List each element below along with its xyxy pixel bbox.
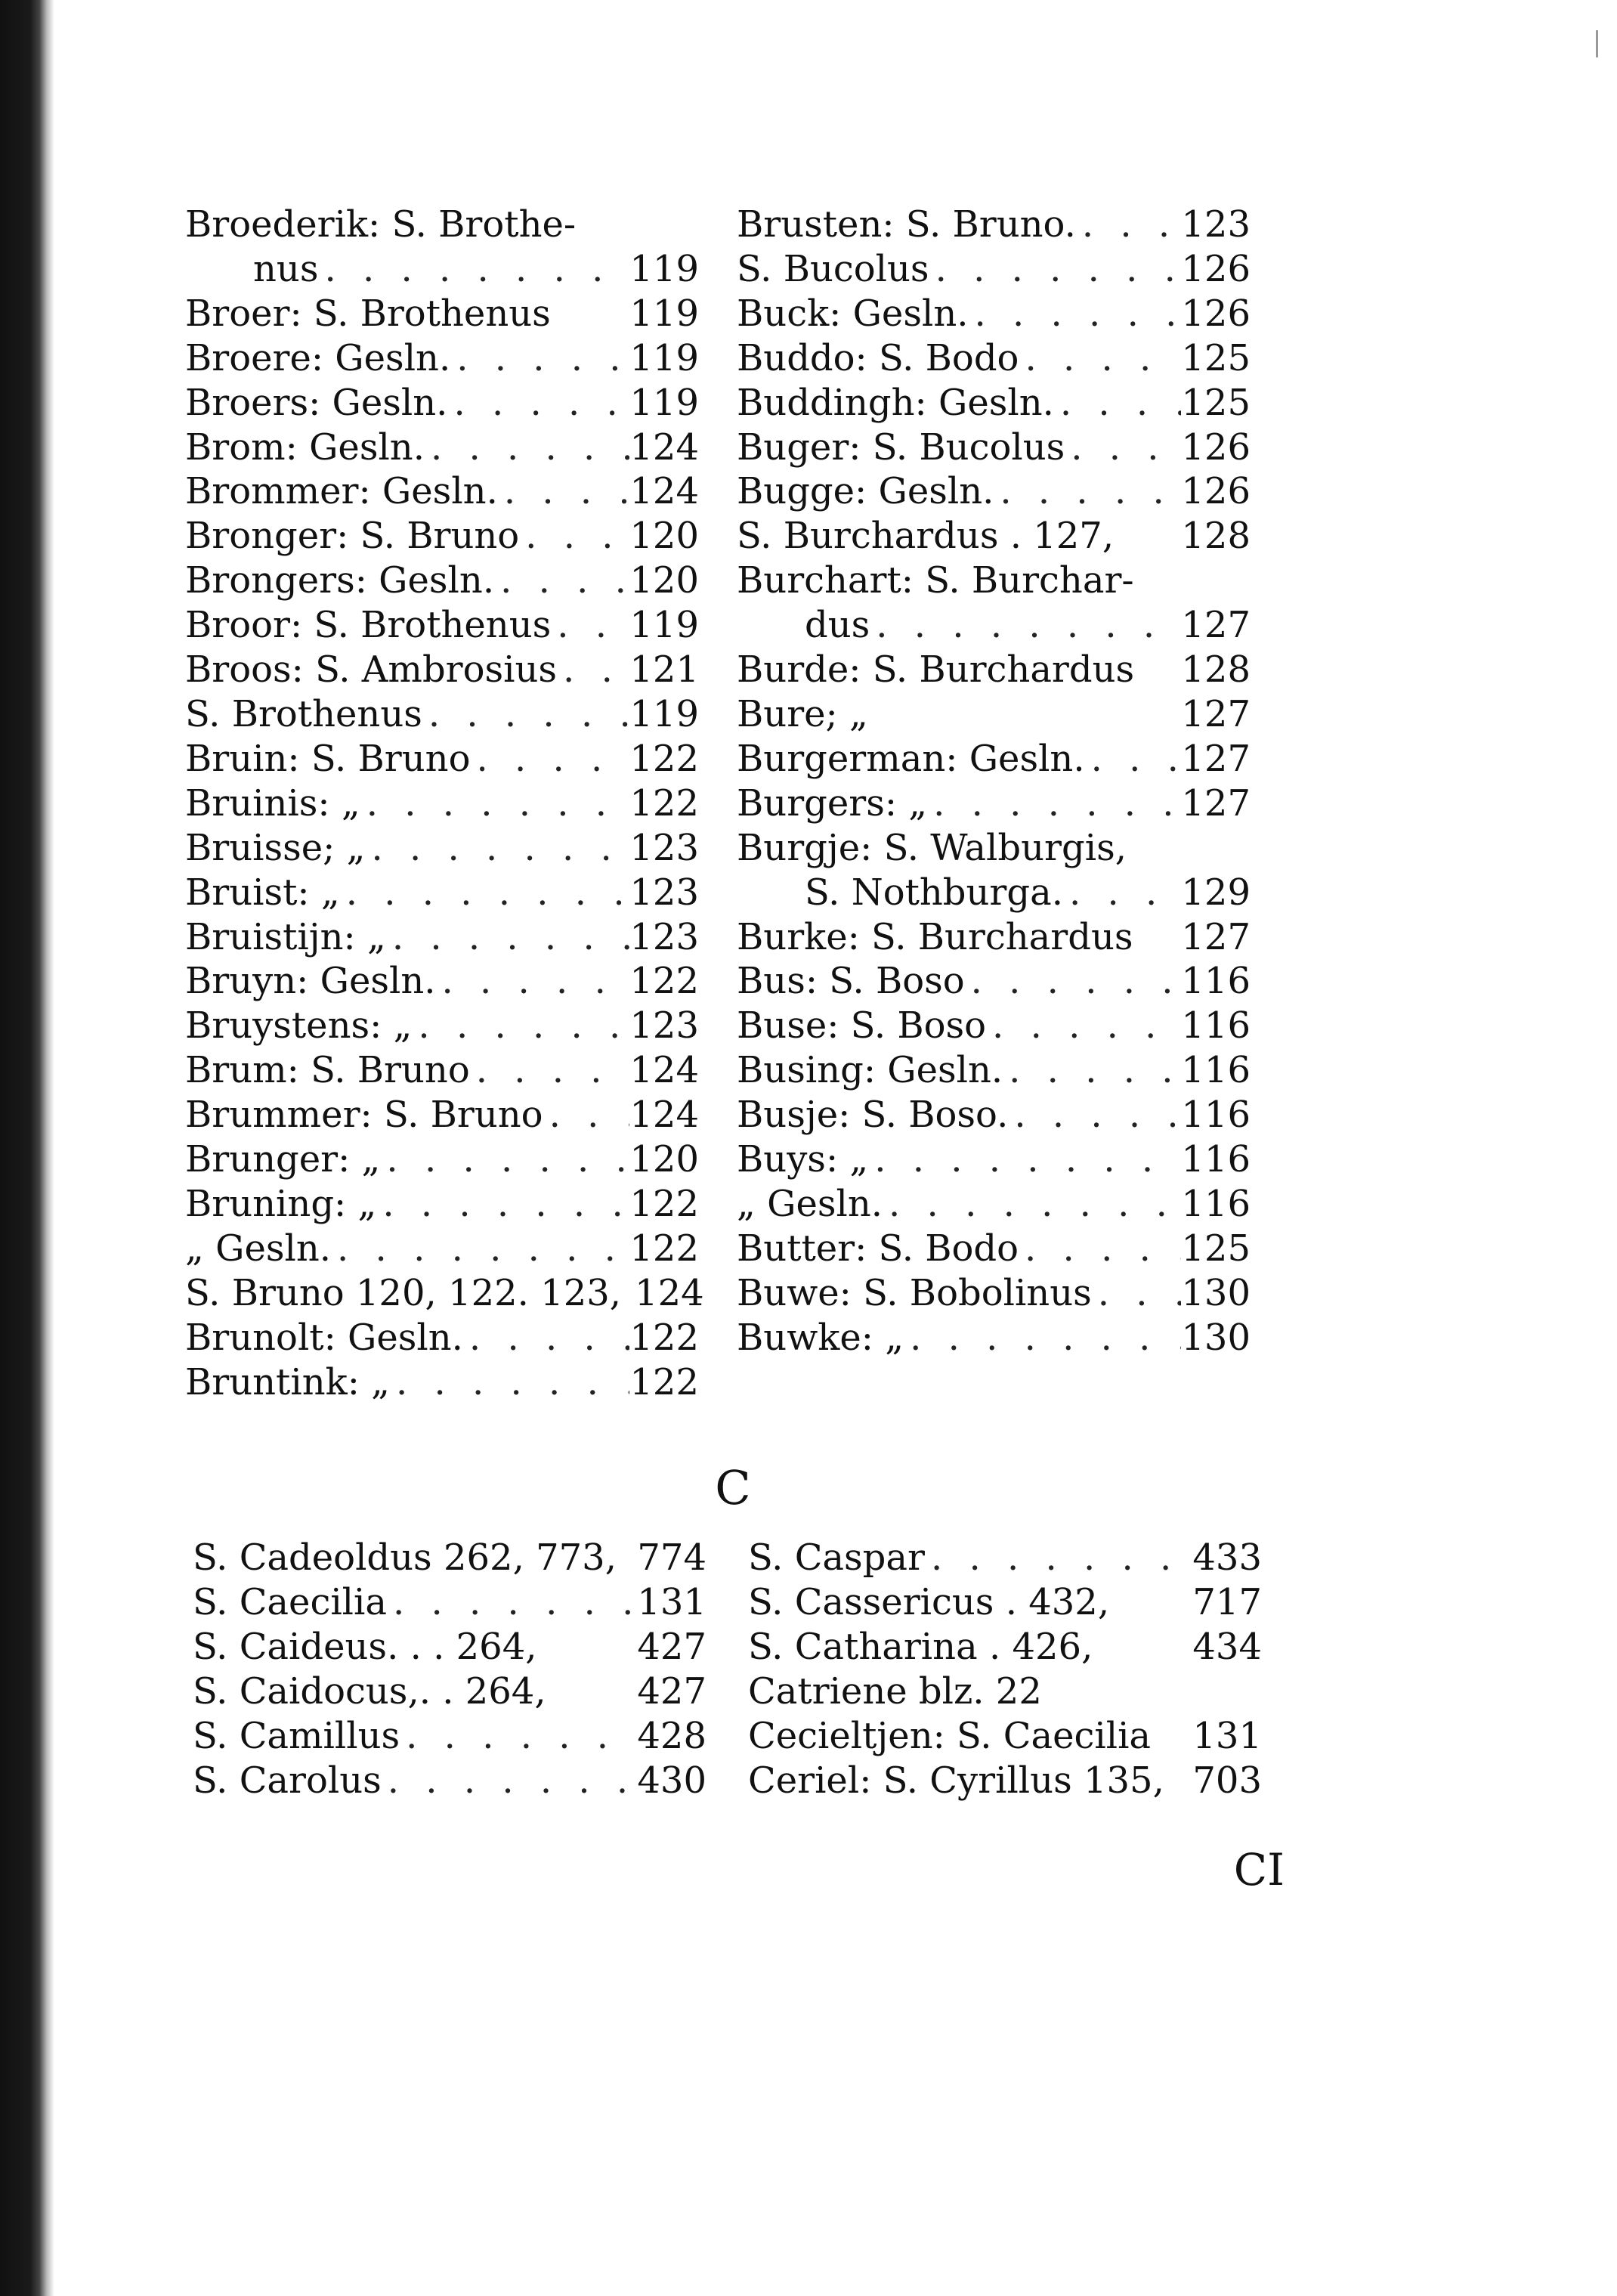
leader-dots (1008, 1093, 1181, 1137)
leader-dots (929, 247, 1182, 292)
page-reference: 120 (629, 1138, 699, 1181)
page-reference: 124 (629, 1094, 699, 1137)
index-entry (737, 737, 1251, 781)
leader-dots (494, 559, 629, 603)
entry-label: Buddingh: Gesln. (737, 381, 1054, 424)
leader-dots (387, 1580, 637, 1625)
page-reference: 433 (1192, 1536, 1262, 1579)
page-reference: 127 (1181, 604, 1251, 647)
index-entry (737, 1048, 1251, 1093)
leader-dots (436, 959, 630, 1004)
entry-label: Buddo: S. Bodo (737, 336, 1019, 379)
page-reference: 427 (637, 1669, 706, 1713)
page-reference: 434 (1192, 1625, 1262, 1668)
page-reference: 122 (629, 781, 699, 825)
index-entry (737, 871, 1251, 915)
leader-dots (386, 915, 630, 960)
entry-label: Bronger: S. Bruno (185, 515, 520, 558)
entry-label: Buse: S. Boso (737, 1004, 987, 1047)
entry-label: Bure; „ (737, 692, 868, 735)
index-entry (737, 648, 1251, 692)
entry-label: „ Gesln. (185, 1227, 332, 1270)
entry-label: Bruning: „ (185, 1182, 377, 1225)
index-entry (185, 1093, 699, 1137)
index-entry (193, 1714, 706, 1759)
entry-label: Brusten: S. Bruno. (737, 203, 1076, 246)
page-reference: 122 (629, 1182, 699, 1225)
index-entry (737, 425, 1251, 470)
entry-label: Buwe: S. Bobolinus (737, 1271, 1092, 1314)
index-entry (185, 425, 699, 470)
index-entry (193, 1669, 706, 1714)
leader-dots (450, 336, 629, 381)
entry-label: Broos: S. Ambrosius (185, 648, 558, 692)
leader-dots (447, 381, 629, 425)
index-entry (185, 826, 699, 871)
leader-dots (1065, 425, 1181, 470)
page-reference: 126 (1181, 247, 1251, 290)
page-reference: 116 (1181, 1049, 1251, 1092)
entry-label: S. Catharina . 426, (748, 1625, 1093, 1668)
page-reference: 125 (1181, 336, 1251, 379)
index-entry (737, 292, 1251, 336)
entry-label: Burgje: S. Walburgis, (737, 826, 1127, 869)
leader-dots (868, 1137, 1181, 1182)
page-reference: 125 (1181, 381, 1251, 424)
page-reference: 124 (635, 1271, 704, 1314)
page-reference: 430 (637, 1759, 706, 1802)
entry-label: S. Caecilia (193, 1580, 387, 1623)
entry-label: Butter: S. Bodo (737, 1227, 1019, 1270)
index-entry (185, 959, 699, 1004)
index-entry (748, 1759, 1262, 1803)
index-entry (185, 1360, 699, 1405)
entry-label: S. Caideus. . . 264, (193, 1625, 537, 1668)
index-entry (737, 1271, 1251, 1316)
entry-label: Broers: Gesln. (185, 381, 448, 424)
index-entry (193, 1536, 706, 1580)
leader-dots (340, 871, 630, 915)
index-entry (737, 1227, 1251, 1271)
index-entry (185, 292, 699, 336)
entry-label: Burgerman: Gesln. (737, 737, 1085, 780)
page-reference: 703 (1192, 1759, 1262, 1802)
index-entry (737, 469, 1251, 514)
entry-label: nus (253, 247, 319, 290)
leader-dots (1019, 336, 1181, 381)
index-entry (185, 737, 699, 781)
index-entry (185, 247, 699, 292)
page-reference: 127 (1181, 781, 1251, 825)
page-reference: 123 (629, 871, 699, 914)
page-reference: 127 (1181, 915, 1251, 958)
entry-label: S. Carolus (193, 1759, 382, 1802)
leader-dots (463, 1316, 629, 1360)
index-entry (737, 781, 1251, 826)
entry-label: Bruystens: „ (185, 1004, 413, 1047)
index-entry (193, 1625, 706, 1669)
index-entry (737, 381, 1251, 425)
entry-label: Brom: Gesln. (185, 425, 425, 469)
page-reference: 123 (629, 826, 699, 869)
entry-label: Bruin: S. Bruno (185, 737, 471, 780)
entry-label: Buger: S. Bucolus (737, 425, 1065, 469)
entry-label: Cecieltjen: S. Caecilia (748, 1714, 1152, 1757)
index-column-right (737, 203, 1251, 1360)
page-reference: 131 (637, 1580, 706, 1623)
index-entry (748, 1669, 1262, 1714)
index-entry (185, 692, 699, 737)
leader-dots (904, 1316, 1181, 1360)
leader-dots (969, 292, 1182, 336)
index-entry (737, 692, 1251, 737)
entry-label: S. Caidocus,. . 264, (193, 1669, 546, 1713)
page-reference: 131 (1192, 1714, 1262, 1757)
leader-dots (422, 692, 630, 737)
page-reference: 128 (1181, 648, 1251, 692)
index-column-left-c (193, 1536, 706, 1802)
entry-label: Bus: S. Boso (737, 960, 965, 1003)
page-reference: 120 (629, 559, 699, 602)
index-entry (185, 1048, 699, 1093)
entry-label: Burchart: S. Burchar- (737, 559, 1134, 602)
page-reference: 123 (629, 915, 699, 958)
leader-dots (360, 781, 630, 826)
entry-label: S. Cassericus . 432, (748, 1580, 1110, 1623)
entry-label: Bruisse; „ (185, 826, 366, 869)
index-entry (737, 959, 1251, 1004)
entry-label: Broederik: S. Brothe- (185, 203, 577, 246)
index-column-left (185, 203, 704, 1404)
margin-mark (1596, 30, 1598, 57)
entry-label: Catriene blz. 22 (748, 1669, 1042, 1713)
entry-label: Bruinis: „ (185, 781, 360, 825)
page-reference: 130 (1181, 1316, 1251, 1359)
page-reference: 428 (637, 1714, 706, 1757)
entry-label: Buwke: „ (737, 1316, 904, 1359)
index-entry (737, 826, 1251, 871)
page-reference: 119 (629, 381, 699, 424)
entry-label: Brommer: Gesln. (185, 470, 498, 513)
leader-dots (994, 469, 1181, 514)
entry-label: S. Burchardus . 127, (737, 515, 1115, 558)
entry-label: Broere: Gesln. (185, 336, 451, 379)
index-entry (737, 514, 1251, 559)
entry-label: Brunolt: Gesln. (185, 1316, 463, 1359)
page-reference: 124 (629, 1049, 699, 1092)
leader-dots (1003, 1048, 1181, 1093)
page-reference: 128 (1181, 515, 1251, 558)
leader-dots (1054, 381, 1181, 425)
index-entry (193, 1580, 706, 1625)
leader-dots (1092, 1271, 1182, 1316)
leader-dots (390, 1360, 629, 1405)
index-entry (737, 336, 1251, 381)
leader-dots (551, 603, 629, 648)
entry-label: Bruntink: „ (185, 1360, 390, 1403)
leader-dots (1085, 737, 1182, 781)
index-entry (748, 1714, 1262, 1759)
index-entry (737, 1316, 1251, 1360)
page-reference: 116 (1181, 1182, 1251, 1225)
page-reference: 127 (1181, 737, 1251, 780)
page-reference: 116 (1181, 960, 1251, 1003)
entry-label: Buck: Gesln. (737, 292, 969, 335)
entry-label: Bruyn: Gesln. (185, 960, 436, 1003)
entry-label: Bruistijn: „ (185, 915, 386, 958)
entry-label: Brongers: Gesln. (185, 559, 495, 602)
index-entry (185, 336, 699, 381)
index-entry (185, 781, 699, 826)
leader-dots (412, 1004, 629, 1048)
entry-label: Brum: S. Bruno (185, 1049, 470, 1092)
index-entry (737, 1093, 1251, 1137)
leader-dots (986, 1004, 1181, 1048)
entry-label: S. Brothenus (185, 692, 422, 735)
index-entry (185, 603, 699, 648)
page-reference: 125 (1181, 1227, 1251, 1270)
section-heading: C (715, 1460, 751, 1515)
leader-dots (380, 1137, 629, 1182)
page-reference: 116 (1181, 1138, 1251, 1181)
page-reference: 119 (629, 247, 699, 290)
index-entry (748, 1536, 1262, 1580)
entry-label: S. Camillus (193, 1714, 400, 1757)
index-entry (737, 915, 1251, 960)
page-reference: 126 (1181, 292, 1251, 335)
index-entry (185, 648, 699, 692)
page-reference: 123 (1181, 203, 1251, 246)
book-binding-edge (0, 0, 54, 2296)
entry-label: „ Gesln. (737, 1182, 883, 1225)
index-entry (185, 203, 699, 247)
leader-dots (883, 1182, 1181, 1227)
index-column-right-c (748, 1536, 1262, 1802)
entry-label: dus (805, 604, 870, 647)
index-entry (185, 1137, 699, 1182)
index-entry (185, 559, 699, 603)
leader-dots (925, 1536, 1192, 1580)
entry-label: Buys: „ (737, 1138, 869, 1181)
page-reference: 122 (629, 960, 699, 1003)
leader-dots (1076, 203, 1182, 247)
page-reference: 427 (637, 1625, 706, 1668)
leader-dots (470, 737, 629, 781)
index-entry (737, 203, 1251, 247)
index-entry (737, 1182, 1251, 1227)
index-entry (737, 559, 1251, 603)
page-reference: 126 (1181, 425, 1251, 469)
index-entry (737, 247, 1251, 292)
entry-label: S. Bruno 120, 122. 123, (185, 1271, 622, 1314)
page-reference: 124 (629, 470, 699, 513)
index-entry (185, 469, 699, 514)
leader-dots (870, 603, 1181, 648)
leader-dots (557, 648, 629, 692)
leader-dots (1019, 1227, 1181, 1271)
index-entry (185, 1316, 699, 1360)
entry-label: Ceriel: S. Cyrillus 135, (748, 1759, 1164, 1802)
index-entry (185, 1227, 699, 1271)
page-reference: 119 (629, 604, 699, 647)
page-reference: 126 (1181, 470, 1251, 513)
page-reference: 116 (1181, 1094, 1251, 1137)
leader-dots (318, 247, 629, 292)
index-entry (185, 381, 699, 425)
page-reference: 122 (629, 1227, 699, 1270)
page-reference: 119 (629, 292, 699, 335)
leader-dots (1063, 871, 1181, 915)
page-reference: 124 (629, 425, 699, 469)
index-entry (185, 915, 699, 960)
page-reference: 122 (629, 1316, 699, 1359)
entry-label: Brunger: „ (185, 1138, 381, 1181)
entry-label: Bruist: „ (185, 871, 340, 914)
leader-dots (519, 514, 629, 559)
page-reference: 119 (629, 692, 699, 735)
entry-label: Burde: S. Burchardus (737, 648, 1135, 692)
index-entry (737, 1004, 1251, 1048)
leader-dots (365, 826, 629, 871)
page-reference: 122 (629, 737, 699, 780)
index-entry (185, 871, 699, 915)
leader-dots (425, 425, 629, 470)
page-reference: 774 (637, 1536, 706, 1579)
page-reference: 122 (629, 1360, 699, 1403)
entry-label: S. Cadeoldus 262, 773, (193, 1536, 617, 1579)
leader-dots (331, 1227, 629, 1271)
page-reference: 120 (629, 515, 699, 558)
leader-dots (470, 1048, 630, 1093)
index-entry (185, 1004, 699, 1048)
entry-label: Broor: S. Brothenus (185, 604, 552, 647)
page-folio: CI (1233, 1844, 1285, 1895)
leader-dots (376, 1182, 629, 1227)
entry-label: Busing: Gesln. (737, 1049, 1003, 1092)
page-reference: 130 (1181, 1271, 1251, 1314)
entry-label: Broer: S. Brothenus (185, 292, 551, 335)
page-reference: 127 (1181, 692, 1251, 735)
entry-label: S. Bucolus (737, 247, 929, 290)
entry-label: Bugge: Gesln. (737, 470, 994, 513)
leader-dots (927, 781, 1181, 826)
entry-label: Busje: S. Boso. (737, 1094, 1009, 1137)
entry-label: Burke: S. Burchardus (737, 915, 1133, 958)
leader-dots (400, 1714, 637, 1759)
page-reference: 116 (1181, 1004, 1251, 1047)
entry-label: S. Nothburga. (805, 871, 1063, 914)
page-reference: 121 (629, 648, 699, 692)
index-entry (748, 1625, 1262, 1669)
index-entry (737, 603, 1251, 648)
page-reference: 129 (1181, 871, 1251, 914)
leader-dots (382, 1759, 638, 1803)
index-entry (185, 514, 699, 559)
index-entry (185, 1271, 704, 1316)
page-reference: 717 (1192, 1580, 1262, 1623)
index-entry (193, 1759, 706, 1803)
index-entry (737, 1137, 1251, 1182)
index-entry (185, 1182, 699, 1227)
entry-label: S. Caspar (748, 1536, 925, 1579)
leader-dots (543, 1093, 630, 1137)
entry-label: Burgers: „ (737, 781, 928, 825)
page-reference: 119 (629, 336, 699, 379)
entry-label: Brummer: S. Bruno (185, 1094, 543, 1137)
index-entry (748, 1580, 1262, 1625)
page-reference: 123 (629, 1004, 699, 1047)
leader-dots (965, 959, 1182, 1004)
leader-dots (498, 469, 630, 514)
